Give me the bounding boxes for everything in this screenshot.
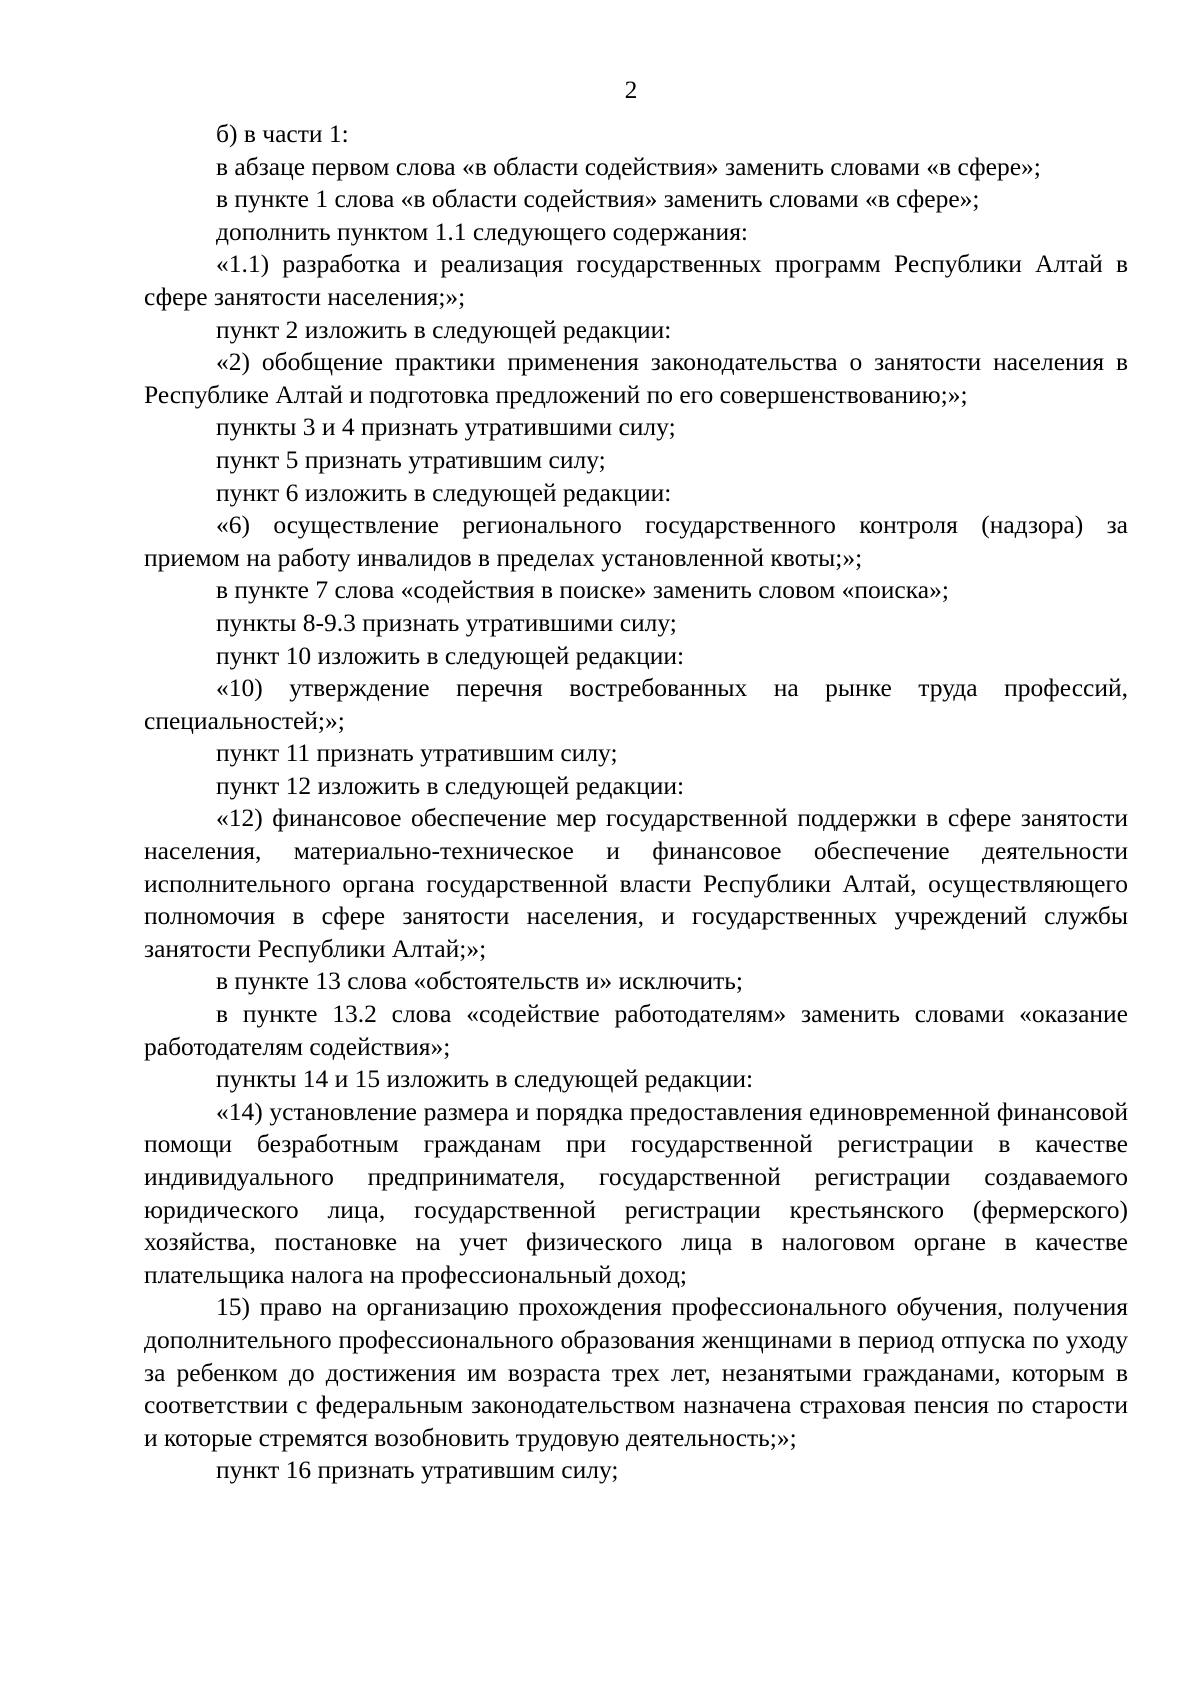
document-body <box>144 118 1128 1487</box>
paragraph: пункт 12 изложить в следующей редакции: <box>216 770 685 800</box>
paragraph: пункт 11 признать утратившим силу; <box>216 738 618 768</box>
paragraph: «2) обобщение практики применения законодательства о занятости населения в Республике Алтай и подготовка предложений по его совершенствованию;»; <box>144 347 1128 409</box>
paragraph: б) в части 1: <box>216 119 349 148</box>
paragraph: в пункте 1 слова «в области содействия» заменить словами «в сфере»; <box>216 184 980 214</box>
paragraph: «14) установление размера и порядка предоставления единовременной финансовой помощи безработным гражданам при государственной регистрации в качестве индивидуального предпринимателя, государственной регистрации создаваемого юридического лица, государственной регистрации крестьянского (фермерского) хозяйства, постановке на учет физического лица в налоговом органе в качестве плательщика налога на профессиональный доход; <box>144 1096 1128 1289</box>
paragraph: дополнить пунктом 1.1 следующего содержания: <box>216 216 749 246</box>
paragraph: 15) право на организацию прохождения профессионального обучения, получения дополнительного профессионального образования женщинами в период отпуска по уходу за ребенком до достижения им возраста трех лет, незанятыми гражданами, которым в соответствии с федеральным законодательством назначена страховая пенсия по старости и которые стремятся возобновить трудовую деятельность;»; <box>144 1292 1128 1452</box>
paragraph: пункт 16 признать утратившим силу; <box>216 1455 619 1485</box>
paragraph: «10) утверждение перечня востребованных на рынке труда профессий, специальностей;»; <box>144 673 1128 735</box>
paragraph: пункт 5 признать утратившим силу; <box>216 444 606 474</box>
paragraph: пункт 10 изложить в следующей редакции: <box>216 640 685 670</box>
paragraph: «1.1) разработка и реализация государственных программ Республики Алтай в сфере занятости населения;»; <box>144 249 1128 311</box>
paragraph: в пункте 13 слова «обстоятельств и» исключить; <box>216 966 743 996</box>
paragraph: пункты 14 и 15 изложить в следующей редакции: <box>216 1064 754 1094</box>
paragraph: в пункте 7 слова «содействия в поиске» заменить словом «поиска»; <box>216 575 949 605</box>
paragraph: пункт 6 изложить в следующей редакции: <box>216 477 672 507</box>
paragraph: в абзаце первом слова «в области содействия» заменить словами «в сфере»; <box>216 151 1041 181</box>
paragraph: в пункте 13.2 слова «содействие работодателям» заменить словами «оказание работодателям содействия»; <box>144 999 1128 1061</box>
page-number: 2 <box>624 75 638 104</box>
paragraph: «6) осуществление регионального государственного контроля (надзора) за приемом на работу инвалидов в пределах установленной квоты;»; <box>144 510 1128 572</box>
paragraph: «12) финансовое обеспечение мер государственной поддержки в сфере занятости населения, материально-техническое и финансовое обеспечение деятельности исполнительного органа государственной власти Республики Алтай, осуществляющего полномочия в сфере занятости населения, и государственных учреждений службы занятости Республики Алтай;»; <box>144 803 1128 963</box>
paragraph: пункты 8-9.3 признать утратившими силу; <box>216 607 677 637</box>
paragraph: пункт 2 изложить в следующей редакции: <box>216 314 672 344</box>
paragraph: пункты 3 и 4 признать утратившими силу; <box>216 412 676 442</box>
